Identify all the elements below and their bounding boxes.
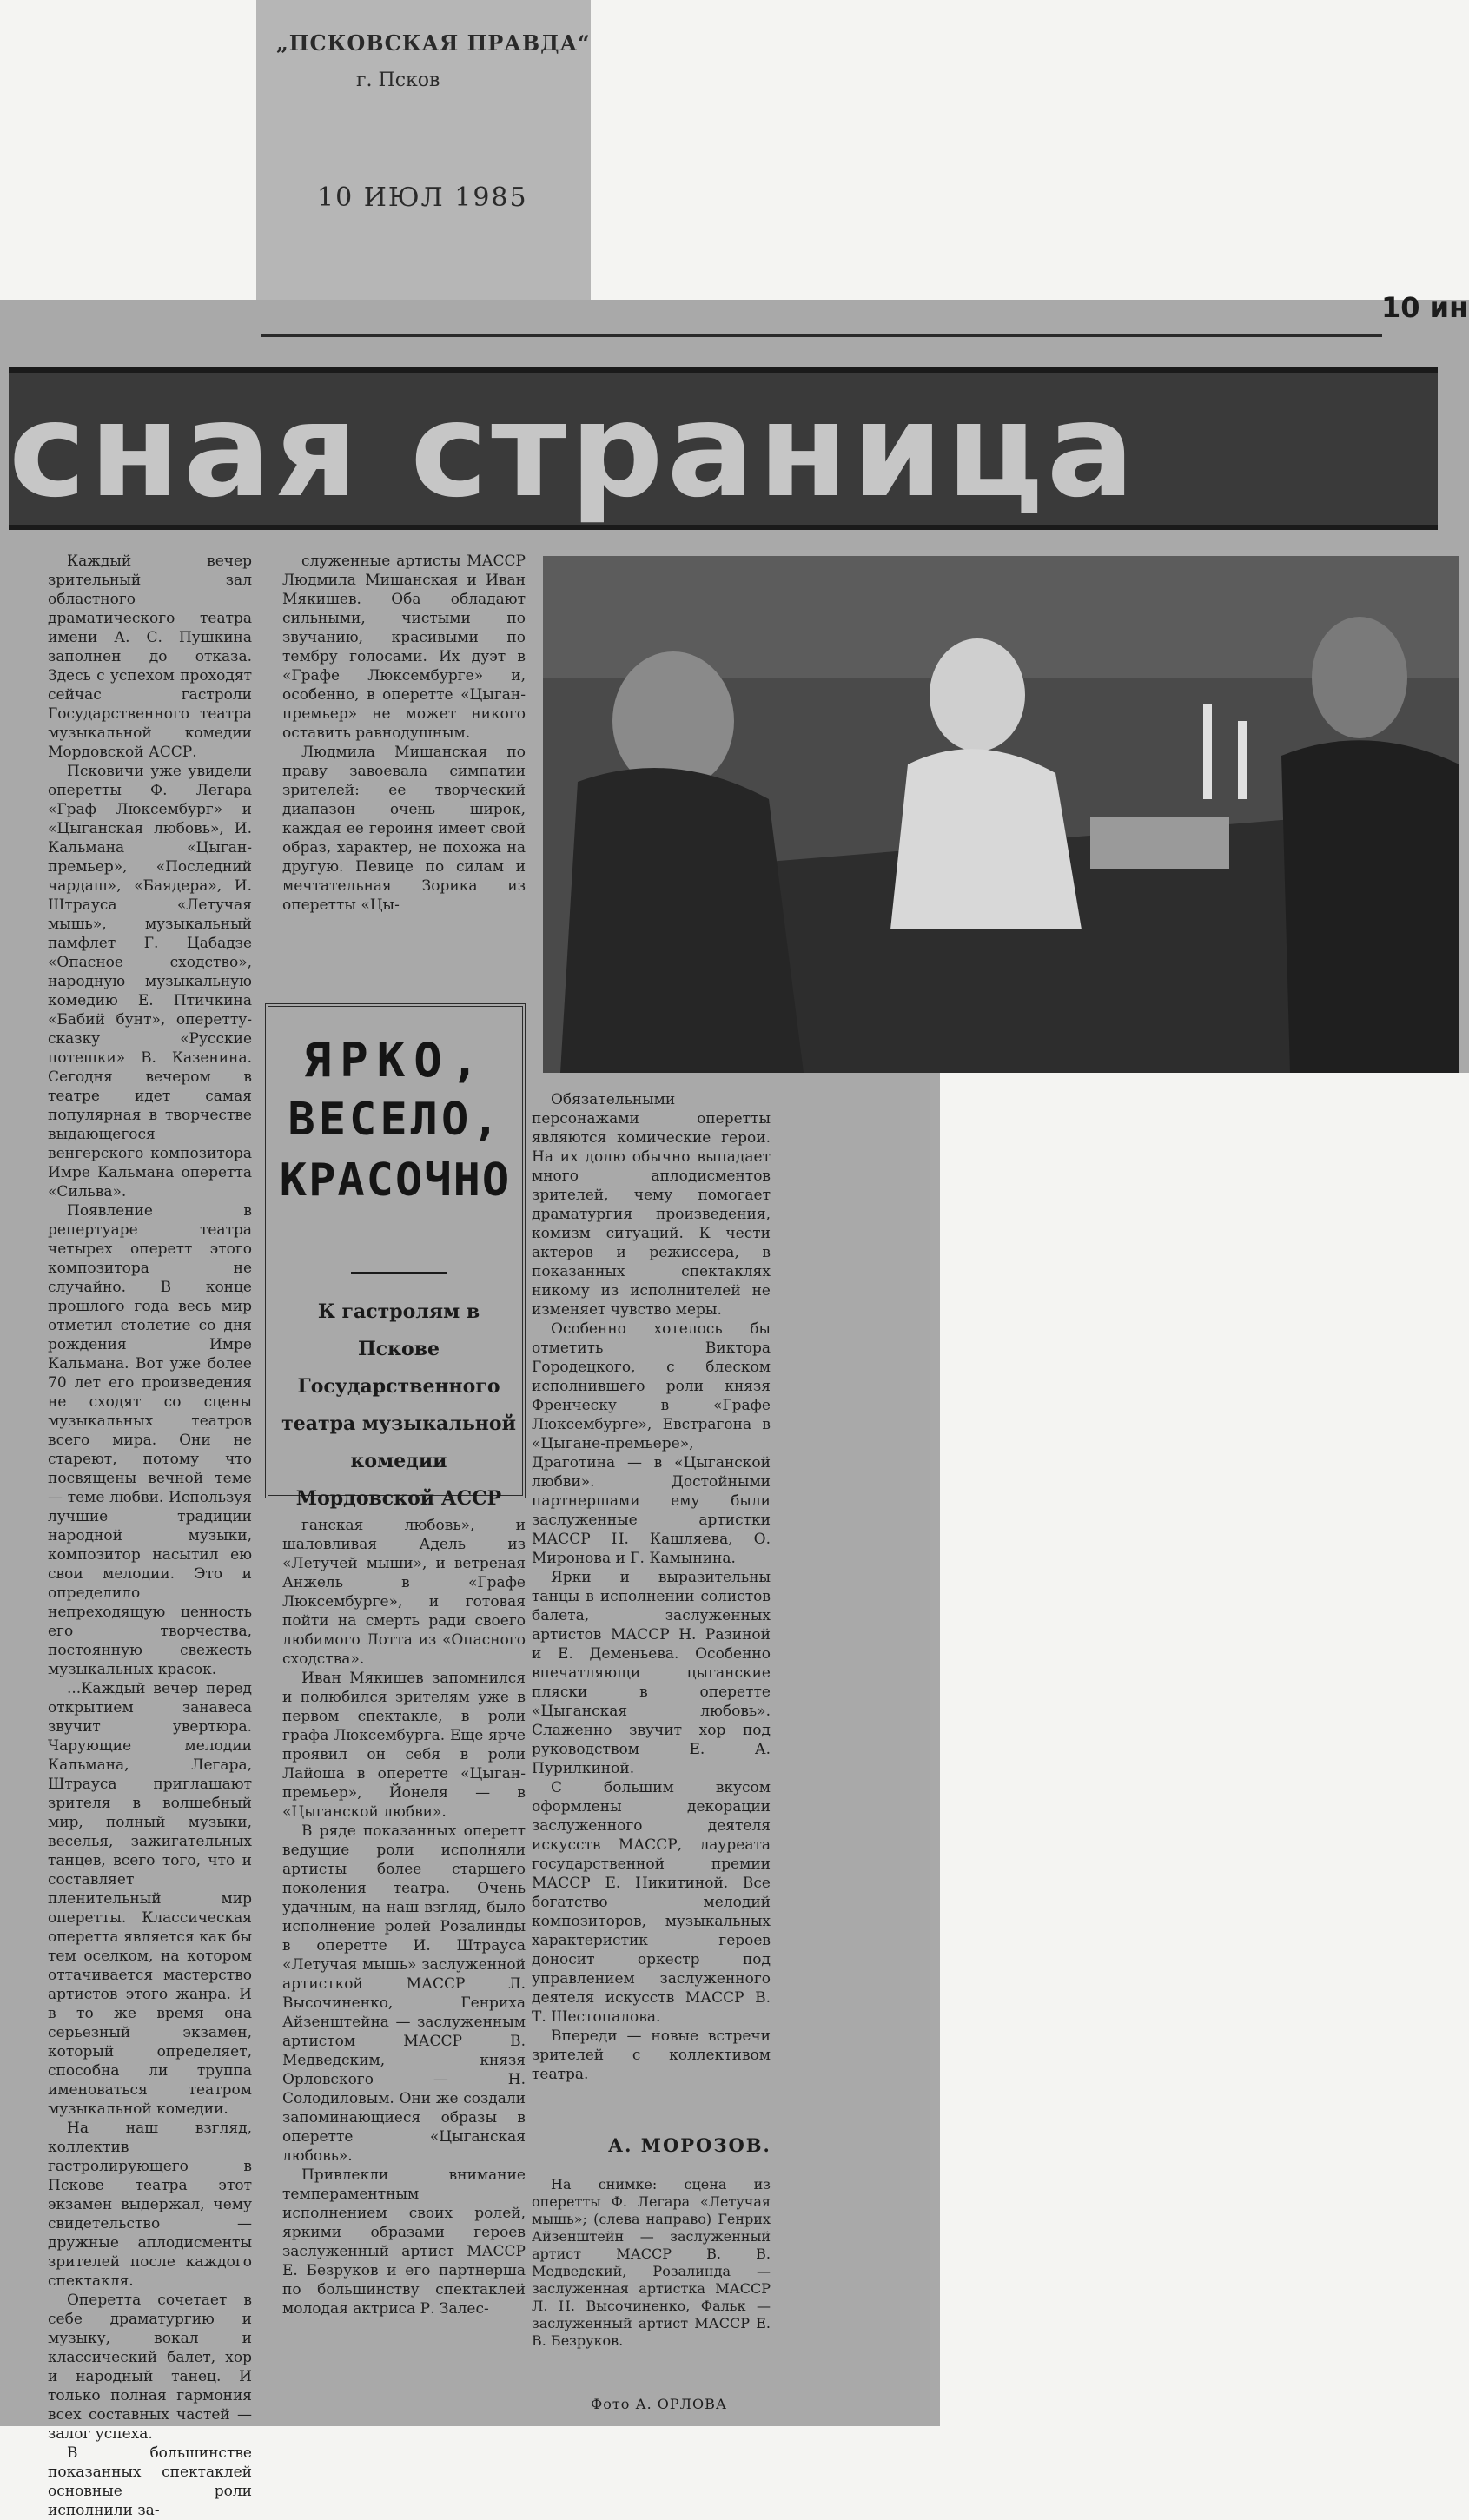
photo-caption xyxy=(532,2176,771,2350)
paragraph: Каждый вечер зрительный зал областного драматического театра имени А. С. Пушкина заполнен до отказа. Здесь с успехом проходят сейчас гастроли Государственного театра музыкальной комедии Мордовской АССР. xyxy=(48,552,252,761)
headline-line: ЯРКО, xyxy=(302,1033,488,1088)
banner-title: сная страница xyxy=(9,375,1138,526)
paragraph: ганская любовь», и шаловливая Адель из «Летучей мыши», и ветреная Анжель в «Графе Люксембурге», и готовая пойти на смерть ради своего любимого Лотта из «Опасного сходства». xyxy=(282,1517,526,1668)
article-column-2-continued xyxy=(282,1516,526,2318)
date-stamp: 10 ИЮЛ 1985 xyxy=(317,182,528,213)
paragraph: Оперетта сочетает в себе драматургию и музыку, вокал и классический балет, хор и народный танец. И только полная гармония всех составных частей — залог успеха. xyxy=(48,2292,252,2443)
paragraph: Появление в репертуаре театра четырех оперетт этого композитора не случайно. В конце прошлого года весь мир отметил столетие со дня рождения Имре Кальмана. Вот уже более 70 лет его произведения не сходят со сцены музыкальных театров всего мира. Они не стареют, потому что посвящены вечной теме — теме любви. Используя лучшие традиции народной музыки, композитор насытил ею свои мелодии. Это и определило непреходящую ценность его творчества, постоянную свежесть музыкальных красок. xyxy=(48,1202,252,1678)
city-stamp: г. Псков xyxy=(356,69,440,91)
headline-line: ВЕСЕЛО, xyxy=(288,1094,503,1146)
photo-scene xyxy=(543,556,1459,1073)
paragraph: Привлекли внимание темпераментным исполнением своих ролей, яркими образами героев заслуженный артист МАССР Е. Безруков и его партнерша по большинству спектаклей молодая актриса Р. Залес- xyxy=(282,2166,526,2318)
paragraph: ...Каждый вечер перед открытием занавеса звучит увертюра. Чарующие мелодии Кальмана, Легара, Штрауса приглашают зрителя в волшебный мир, полный музыки, веселья, зажигательных танцев, всего того, что и составляет пленительный мир оперетты. Классическая оперетта является как бы тем оселком, на котором оттачивается мастерство артистов этого жанра. И в то же время она серьезный экзамен, который определяет, способна ли труппа именоваться театром музыкальной комедии. xyxy=(48,1680,252,2118)
author-signature: А. МОРОЗОВ. xyxy=(608,2134,771,2156)
divider xyxy=(351,1272,447,1274)
paragraph: Обязательными персонажами оперетты являются комические герои. На их долю обычно выпадает много аплодисментов зрителей, чему помогает драматургия произведения, комизм ситуаций. К чести актеров и режиссера, в показанных спектаклях никому из исполнителей не изменяет чувство меры. xyxy=(532,1091,771,1319)
paragraph: На наш взгляд, коллектив гастролирующего в Пскове театра этот экзамен выдержал, чему свидетельство — дружные аплодисменты зрителей после каждого спектакля. xyxy=(48,2120,252,2290)
article-column-2 xyxy=(282,552,526,915)
divider xyxy=(261,334,1382,337)
headline-line: КРАСОЧНО xyxy=(279,1154,512,1207)
page-fragment: 10 ин xyxy=(1381,291,1469,324)
paragraph: Ярки и выразительны танцы в исполнении солистов балета, заслуженных артистов МАССР Н. Разиной и Е. Деменьева. Особенно впечатляющи цыганские пляски в оперетте «Цыганская любовь». Слаженно звучит хор под руководством Е. А. Пурилкиной. xyxy=(532,1569,771,1777)
paragraph: Иван Мякишев запомнился и полюбился зрителям уже в первом спектакле, в роли графа Люксембурга. Еще ярче проявил он себя в роли Лайоша в оперетте «Цыган-премьер», Йонеля — в «Цыганской любви». xyxy=(282,1670,526,1821)
paragraph: Псковичи уже увидели оперетты Ф. Легара «Граф Люксембург» и «Цыганская любовь», И. Кальмана «Цыган-премьер», «Последний чардаш», «Баядера», И. Штрауса «Летучая мышь», музыкальный памфлет Г. Цабадзе «Опасное сходство», народную музыкальную комедию Е. Птичкина «Бабий бунт», оперетту-сказку «Русские потешки» В. Казенина. Сегодня вечером в театре идет самая популярная в творчестве выдающегося венгерского композитора Имре Кальмана оперетта «Сильва». xyxy=(48,763,252,1200)
paragraph: служенные артисты МАССР Людмила Мишанская и Иван Мякишев. Оба обладают сильными, чистыми по звучанию, красивыми по тембру голосами. Их дуэт в «Графе Люксембурге» и, особенно, в оперетте «Цыган-премьер» не может никого оставить равнодушным. xyxy=(282,552,526,742)
blank-area xyxy=(591,0,1469,291)
subheadline: К гастролям в Пскове Государственного театра музыкальной комедии Мордовской АССР xyxy=(281,1300,516,1510)
article-column-3 xyxy=(532,1090,771,2084)
article-column-1 xyxy=(48,552,252,2520)
paragraph: Впереди — новые встречи зрителей с коллективом театра. xyxy=(532,2027,771,2083)
section-banner xyxy=(9,367,1438,530)
newspaper-stamp: „ПСКОВСКАЯ ПРАВДА“ xyxy=(276,30,591,56)
paragraph: В ряде показанных оперетт ведущие роли исполняли артисты более старшего поколения театра. Очень удачным, на наш взгляд, было исполнение ролей Розалинды в оперетте И. Штрауса «Летучая мышь» заслуженной артисткой МАССР Л. Высочиненко, Генриха Айзенштейна — заслуженным артистом МАССР В. Медведским, князя Орловского — Н. Солодиловым. Они же создали запоминающиеся образы в оперетте «Цыганская любовь». xyxy=(282,1822,526,2165)
caption-text: На снимке: сцена из оперетты Ф. Легара «Летучая мышь»; (слева направо) Генрих Айзенштейн — заслуженный артист МАССР В. В. Медведский, Розалинда — заслуженная артистка МАССР Л. Н. Высочиненко, Фальк — заслуженный артист МАССР Е. В. Безруков. xyxy=(532,2176,771,2349)
headline-box xyxy=(265,1003,526,1510)
photo-credit: Фото А. ОРЛОВА xyxy=(591,2396,727,2412)
paragraph: Особенно хотелось бы отметить Виктора Городецкого, с блеском исполнившего роли князя Френческу в «Графе Люксембурге», Евстрагона в «Цыгане-премьере», Драготина — в «Цыганской любви». Достойными партнершами ему были заслуженные артистки МАССР Н. Кашляева, О. Миронова и Г. Камынина. xyxy=(532,1320,771,1567)
paragraph: С большим вкусом оформлены декорации заслуженного деятеля искусств МАССР, лауреата государственной премии МАССР Е. Никитиной. Все богатство мелодий композиторов, музыкальных характеристик героев доносит оркестр под управлением заслуженного деятеля искусств МАССР В. Т. Шестопалова. xyxy=(532,1779,771,2026)
article-photo xyxy=(543,556,1459,1073)
paragraph: Людмила Мишанская по праву завоевала симпатии зрителей: ее творческий диапазон очень широк, каждая ее героиня имеет свой образ, характер, не похожа на другую. Певице по силам и мечтательная Зорика из оперетты «Цы- xyxy=(282,744,526,914)
blank-area xyxy=(940,1073,1469,2432)
paragraph: В большинстве показанных спектаклей основные роли исполнили за- xyxy=(48,2444,252,2519)
